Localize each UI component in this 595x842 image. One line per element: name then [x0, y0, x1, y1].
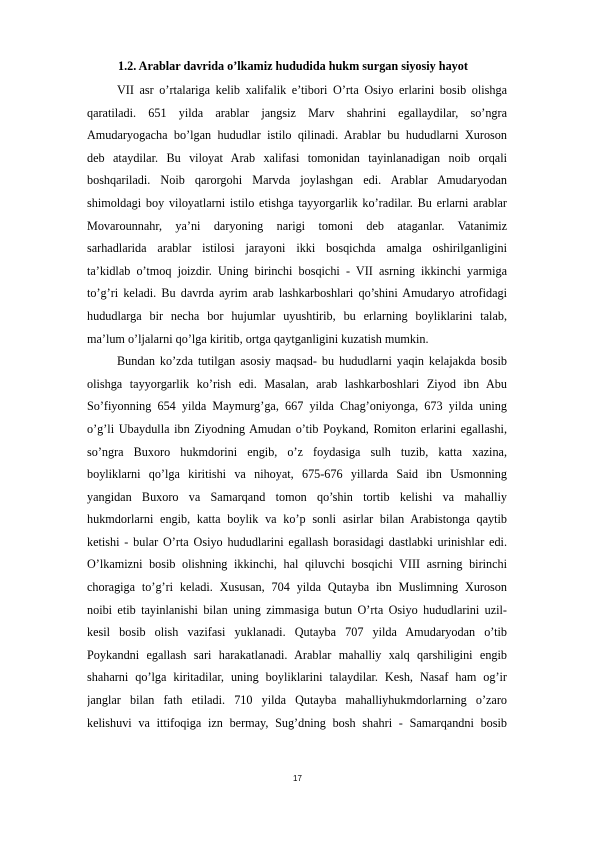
text-line: So’fiyonning 654 yilda Maymurg’ga, 667 yilda Chag’oniyonga, 673 yilda uning — [87, 399, 507, 414]
text-line: o’g’li Ubaydulla ibn Ziyodning Amudan o’tib Poykand, Romiton erlarini egallashi, — [87, 421, 507, 436]
body-text — [87, 79, 507, 734]
text-line: deb ataydilar. Bu viloyat Arab xalifasi tomonidan tayinlanadigan noib orqali — [87, 150, 507, 165]
text-line: ta’kidlab o’tmoq joizdir. Uning birinchi bosqichi - VII asrning ikkinchi yarmiga — [87, 263, 507, 278]
text-line: shaharni qo’lga kiritadilar, uning boyliklarini talaydilar. Kesh, Nasaf ham og’ir — [87, 670, 507, 685]
text-line: qaratiladi. 651 yilda arablar jangsiz Marv shahrini egallaydilar, so’ngra — [87, 105, 507, 120]
text-line: janglar bilan fath etiladi. 710 yilda Qutayba mahalliyhukmdorlarning o’zaro — [87, 693, 507, 708]
text-line: ma’lum o’ljalarni qo’lga kiritib, ortga qaytganligini kuzatish mumkin. — [87, 331, 429, 346]
text-line: kelishuvi va ittifoqiga izn bermay, Sug’dning bosh shahri - Samarqandni bosib — [87, 715, 507, 730]
text-line: shimoldagi boy viloyatlarni istilo etishga tayyorgarlik ko’radilar. Bu erlarni arablar — [87, 195, 507, 210]
text-line: Amudaryogacha bo’lgan hududlar istilo qilinadi. Arablar bu hududlarni Xuroson — [87, 128, 507, 143]
text-line: O’lkamizni bosib olishning ikkinchi, hal qiluvchi bosqichi VIII asrning birinchi — [87, 557, 507, 572]
text-line: olishga tayyorgarlik ko’rish edi. Masalan, arab lashkarboshlari Ziyod ibn Abu — [87, 376, 507, 391]
paragraph — [87, 350, 507, 734]
text-line: boshqariladi. Noib qarorgohi Marvda joylashgan edi. Arablar Amudaryodan — [87, 173, 507, 188]
text-line: boyliklarni qo’lga kiritishi va nihoyat, 675-676 yillarda Said ibn Usmonning — [87, 467, 507, 482]
text-line: Movarounnahr, ya’ni daryoning narigi tomoni deb ataganlar. Vatanimiz — [87, 218, 507, 233]
text-line: Poykandni egallash sari harakatlanadi. Arablar mahalliy xalq qarshiligini engib — [87, 647, 507, 662]
text-line: Bundan ko’zda tutilgan asosiy maqsad- bu hududlarni yaqin kelajakda bosib — [117, 354, 507, 369]
text-line: hukmdorlarni engib, katta boylik va ko’p sonli asirlar bilan Arabistonga qaytib — [87, 512, 507, 527]
text-line: noibi etib tayinlanishi bilan uning zimmasiga butun O’rta Osiyo hududlarini uzil- — [87, 602, 507, 617]
text-line: VII asr o’rtalariga kelib xalifalik e’tibori O’rta Osiyo erlarini bosib olishga — [117, 83, 507, 97]
section-heading: 1.2. Arablar davrida o’lkamiz hududida hukm surgan siyosiy hayot — [118, 59, 468, 73]
text-line: to’g’ri keladi. Bu davrda ayrim arab lashkarboshlari qo’shini Amudaryo atrofidagi — [87, 286, 507, 301]
text-line: hududlarga bir necha bor hujumlar uyushtirib, bu erlarning boyliklarini talab, — [87, 308, 507, 323]
page-number: 17 — [293, 774, 302, 783]
text-line: choragiga to’g’ri keladi. Xususan, 704 yilda Qutayba ibn Muslimning Xuroson — [87, 580, 507, 595]
text-line: so’ngra Buxoro hukmdorini engib, o’z foydasiga sulh tuzib, katta xazina, — [87, 444, 507, 459]
text-line: yangidan Buxoro va Samarqand tomon qo’shin tortib kelishi va mahalliy — [87, 489, 507, 504]
text-line: kesil bosib olish vazifasi yuklanadi. Qutayba 707 yilda Amudaryodan o’tib — [87, 625, 507, 640]
paragraph — [87, 79, 507, 350]
text-line: sarhadlarida arablar istilosi jarayoni ikki bosqichda amalga oshirilganligini — [87, 241, 507, 256]
text-line: ketishi - bular O’rta Osiyo hududlarini egallash borasidagi dastlabki urinishlar edi. — [87, 534, 507, 549]
